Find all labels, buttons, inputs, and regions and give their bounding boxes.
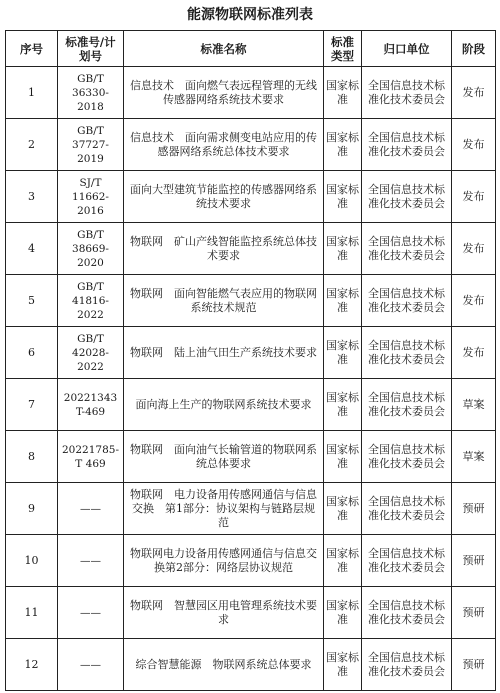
cell-name: 物联网 陆上油气田生产系统技术要求 bbox=[124, 327, 324, 379]
cell-std: —— bbox=[58, 483, 124, 535]
cell-stage: 发布 bbox=[452, 275, 496, 327]
cell-std: —— bbox=[58, 535, 124, 587]
cell-std: SJ/T 11662-2016 bbox=[58, 171, 124, 223]
cell-type: 国家标准 bbox=[324, 587, 362, 639]
cell-name: 信息技术 面向燃气表远程管理的无线传感器网络系统技术要求 bbox=[124, 67, 324, 119]
table-header-row bbox=[6, 31, 496, 67]
cell-no: 9 bbox=[6, 483, 58, 535]
header-no: 序号 bbox=[6, 31, 58, 67]
cell-type: 国家标准 bbox=[324, 119, 362, 171]
table-row bbox=[6, 67, 496, 119]
cell-name: 信息技术 面向需求侧变电站应用的传感器网络系统总体技术要求 bbox=[124, 119, 324, 171]
cell-org: 全国信息技术标准化技术委员会 bbox=[362, 67, 452, 119]
table-row bbox=[6, 275, 496, 327]
cell-std: GB/T 36330-2018 bbox=[58, 67, 124, 119]
cell-type: 国家标准 bbox=[324, 483, 362, 535]
header-name: 标准名称 bbox=[124, 31, 324, 67]
cell-type: 国家标准 bbox=[324, 67, 362, 119]
cell-no: 6 bbox=[6, 327, 58, 379]
cell-org: 全国信息技术标准化技术委员会 bbox=[362, 535, 452, 587]
cell-name: 面向海上生产的物联网系统技术要求 bbox=[124, 379, 324, 431]
cell-std: 20221343 T-469 bbox=[58, 379, 124, 431]
cell-type: 国家标准 bbox=[324, 275, 362, 327]
table-row bbox=[6, 431, 496, 483]
table-row bbox=[6, 171, 496, 223]
cell-name: 物联网 面向油气长输管道的物联网系统总体要求 bbox=[124, 431, 324, 483]
cell-std: GB/T 37727-2019 bbox=[58, 119, 124, 171]
cell-name: 物联网 矿山产线智能监控系统总体技术要求 bbox=[124, 223, 324, 275]
cell-org: 全国信息技术标准化技术委员会 bbox=[362, 483, 452, 535]
cell-type: 国家标准 bbox=[324, 171, 362, 223]
standards-table bbox=[5, 30, 496, 691]
cell-type: 国家标准 bbox=[324, 379, 362, 431]
table-row bbox=[6, 327, 496, 379]
cell-std: —— bbox=[58, 639, 124, 691]
page-title: 能源物联网标准列表 bbox=[187, 7, 313, 23]
cell-std: —— bbox=[58, 587, 124, 639]
cell-std: 20221785-T 469 bbox=[58, 431, 124, 483]
cell-no: 5 bbox=[6, 275, 58, 327]
header-stage: 阶段 bbox=[452, 31, 496, 67]
cell-type: 国家标准 bbox=[324, 223, 362, 275]
cell-name: 物联网 面向智能燃气表应用的物联网系统技术规范 bbox=[124, 275, 324, 327]
cell-stage: 草案 bbox=[452, 431, 496, 483]
cell-org: 全国信息技术标准化技术委员会 bbox=[362, 639, 452, 691]
cell-stage: 草案 bbox=[452, 379, 496, 431]
table-row bbox=[6, 483, 496, 535]
table-row bbox=[6, 535, 496, 587]
cell-org: 全国信息技术标准化技术委员会 bbox=[362, 379, 452, 431]
table-row bbox=[6, 587, 496, 639]
cell-type: 国家标准 bbox=[324, 327, 362, 379]
cell-stage: 预研 bbox=[452, 639, 496, 691]
cell-name: 物联网电力设备用传感网通信与信息交换第2部分：网络层协议规范 bbox=[124, 535, 324, 587]
cell-std: GB/T 38669-2020 bbox=[58, 223, 124, 275]
cell-no: 11 bbox=[6, 587, 58, 639]
table-row bbox=[6, 119, 496, 171]
cell-stage: 预研 bbox=[452, 535, 496, 587]
cell-no: 10 bbox=[6, 535, 58, 587]
cell-org: 全国信息技术标准化技术委员会 bbox=[362, 275, 452, 327]
cell-name: 物联网 电力设备用传感网通信与信息交换 第1部分：协议架构与链路层规范 bbox=[124, 483, 324, 535]
cell-stage: 预研 bbox=[452, 483, 496, 535]
cell-org: 全国信息技术标准化技术委员会 bbox=[362, 119, 452, 171]
cell-org: 全国信息技术标准化技术委员会 bbox=[362, 223, 452, 275]
cell-stage: 预研 bbox=[452, 587, 496, 639]
cell-std: GB/T 41816-2022 bbox=[58, 275, 124, 327]
cell-std: GB/T 42028-2022 bbox=[58, 327, 124, 379]
cell-no: 2 bbox=[6, 119, 58, 171]
cell-type: 国家标准 bbox=[324, 431, 362, 483]
cell-org: 全国信息技术标准化技术委员会 bbox=[362, 171, 452, 223]
cell-org: 全国信息技术标准化技术委员会 bbox=[362, 327, 452, 379]
cell-type: 国家标准 bbox=[324, 639, 362, 691]
table-row bbox=[6, 379, 496, 431]
cell-stage: 发布 bbox=[452, 223, 496, 275]
cell-no: 1 bbox=[6, 67, 58, 119]
cell-no: 3 bbox=[6, 171, 58, 223]
cell-stage: 发布 bbox=[452, 67, 496, 119]
cell-no: 8 bbox=[6, 431, 58, 483]
cell-no: 7 bbox=[6, 379, 58, 431]
cell-type: 国家标准 bbox=[324, 535, 362, 587]
cell-org: 全国信息技术标准化技术委员会 bbox=[362, 431, 452, 483]
cell-no: 4 bbox=[6, 223, 58, 275]
cell-name: 面向大型建筑节能监控的传感器网络系统技术要求 bbox=[124, 171, 324, 223]
cell-stage: 发布 bbox=[452, 171, 496, 223]
header-org: 归口单位 bbox=[362, 31, 452, 67]
table-row bbox=[6, 639, 496, 691]
cell-name: 综合智慧能源 物联网系统总体要求 bbox=[124, 639, 324, 691]
header-type: 标准类型 bbox=[324, 31, 362, 67]
header-std: 标准号/计划号 bbox=[58, 31, 124, 67]
table-row bbox=[6, 223, 496, 275]
cell-name: 物联网 智慧园区用电管理系统技术要求 bbox=[124, 587, 324, 639]
cell-stage: 发布 bbox=[452, 119, 496, 171]
cell-no: 12 bbox=[6, 639, 58, 691]
cell-stage: 发布 bbox=[452, 327, 496, 379]
cell-org: 全国信息技术标准化技术委员会 bbox=[362, 587, 452, 639]
